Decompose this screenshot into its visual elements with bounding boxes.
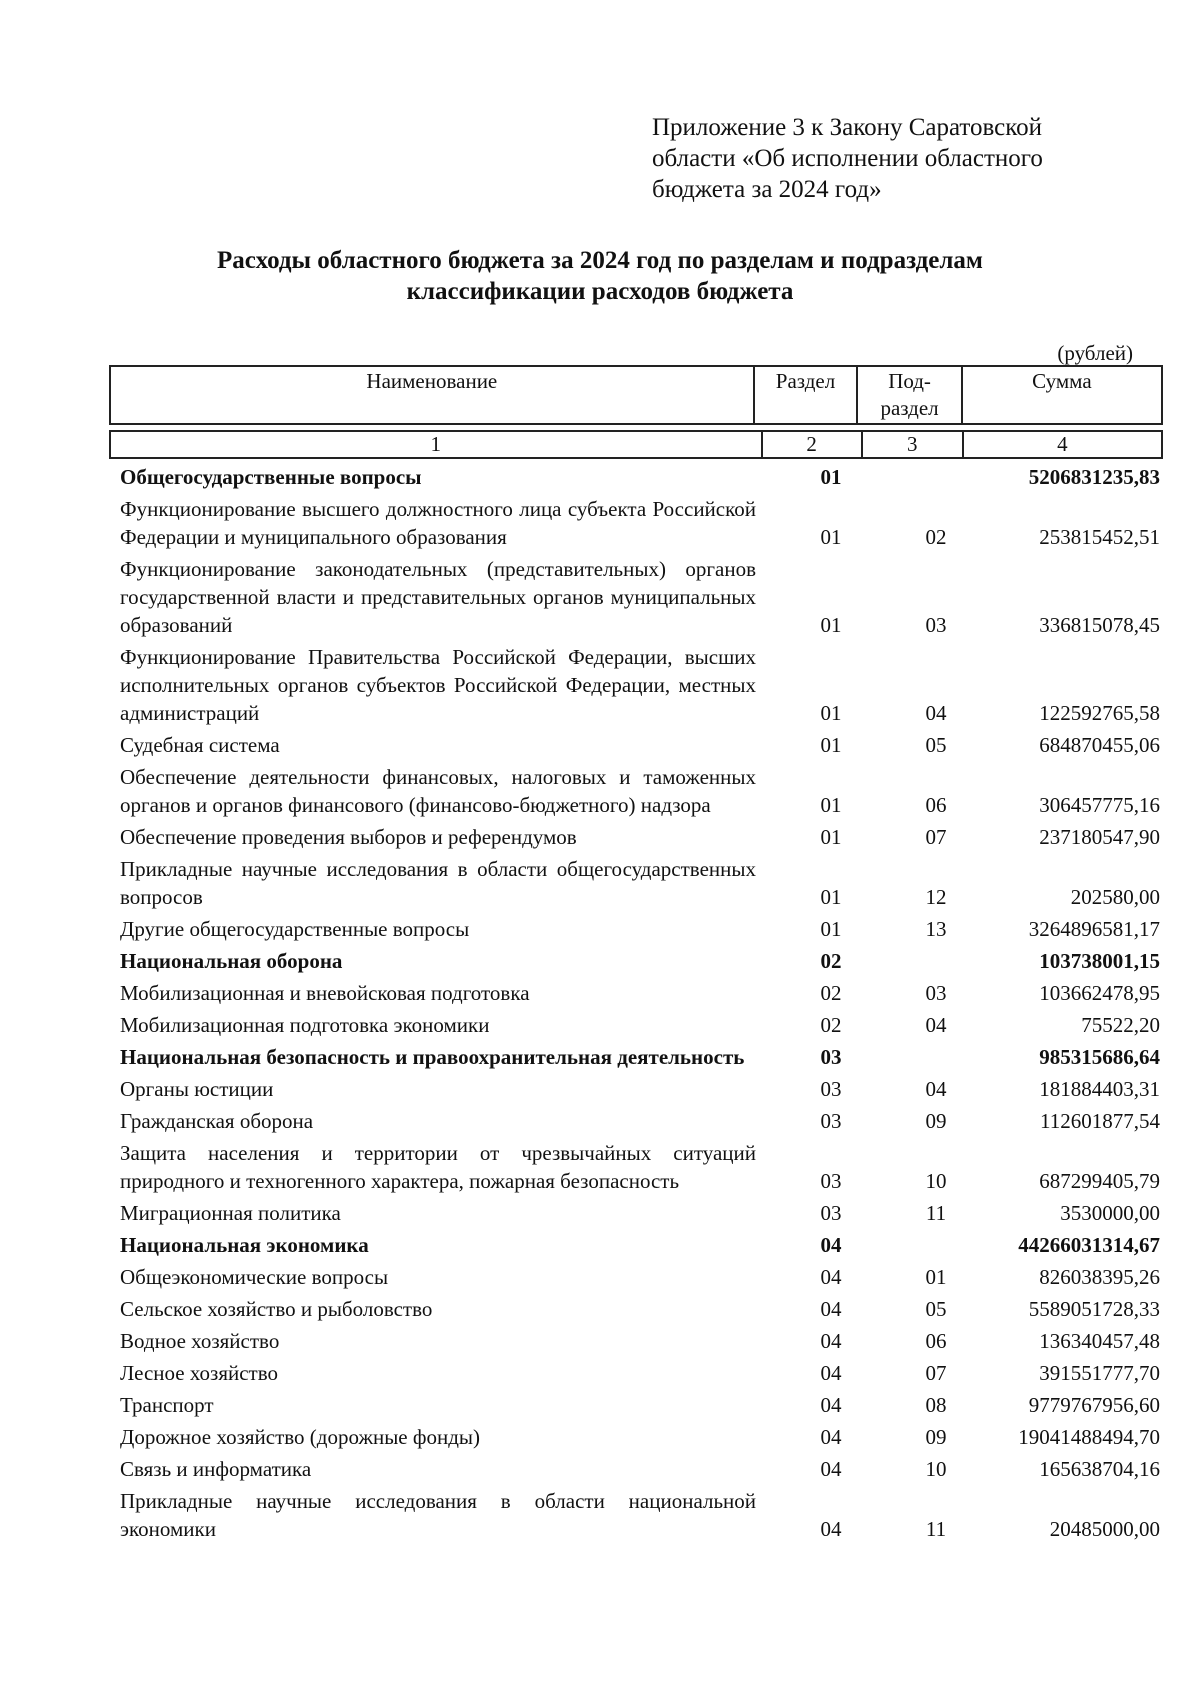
row-subsection: 05 xyxy=(925,733,947,757)
row-subsection: 13 xyxy=(925,917,947,941)
row-subsection: 11 xyxy=(925,1201,947,1225)
row-amount: 165638704,16 xyxy=(1039,1457,1160,1481)
row-subsection: 10 xyxy=(925,1457,947,1481)
row-amount: 19041488494,70 xyxy=(1018,1425,1160,1449)
title-line-1: Расходы областного бюджета за 2024 год по разделам и подразделам xyxy=(217,247,983,274)
row-subsection: 12 xyxy=(925,885,947,909)
row-amount: 103662478,95 xyxy=(1039,981,1160,1005)
appendix-line-1: Приложение 3 к Закону Саратовской xyxy=(652,114,1043,141)
row-name: Лесное хозяйство xyxy=(120,1361,278,1385)
document-title xyxy=(100,245,1100,307)
row-section: 01 xyxy=(820,701,842,725)
row-name: Функционирование законодательных (представительных) органов государственной власти и представительных органов муниципальных образований xyxy=(120,557,756,637)
row-name: Органы юстиции xyxy=(120,1077,274,1101)
row-name: Мобилизационная подготовка экономики xyxy=(120,1013,490,1037)
table-row xyxy=(120,823,1160,851)
row-subsection: 08 xyxy=(925,1393,947,1417)
row-section: 01 xyxy=(820,917,842,941)
row-name: Водное хозяйство xyxy=(120,1329,280,1353)
row-section: 03 xyxy=(820,1109,842,1133)
row-amount: 684870455,06 xyxy=(1039,733,1160,757)
row-amount: 3264896581,17 xyxy=(1028,917,1160,941)
row-subsection: 03 xyxy=(925,981,947,1005)
row-name: Национальная оборона xyxy=(120,949,343,973)
row-subsection: 05 xyxy=(925,1297,947,1321)
row-amount: 5206831235,83 xyxy=(1028,465,1160,489)
table-row xyxy=(120,763,1160,819)
row-name: Обеспечение деятельности финансовых, налоговых и таможенных органов и органов финансового (финансово-бюджетного) надзора xyxy=(120,765,756,817)
row-name: Связь и информатика xyxy=(120,1457,312,1481)
column-header-subsection xyxy=(857,366,962,424)
title-line-2: классификации расходов бюджета xyxy=(406,278,794,305)
row-section: 01 xyxy=(820,793,842,817)
row-section: 04 xyxy=(820,1457,842,1481)
table-row xyxy=(120,1075,1160,1103)
row-section: 02 xyxy=(820,981,842,1005)
row-name: Гражданская оборона xyxy=(120,1109,314,1133)
row-section: 03 xyxy=(820,1077,842,1101)
row-name: Функционирование Правительства Российской Федерации, высших исполнительных органов субъектов Российской Федерации, местных администраций xyxy=(120,645,756,725)
subsection-header-line-1: Под- xyxy=(888,369,931,393)
row-section: 01 xyxy=(820,733,842,757)
row-subsection: 07 xyxy=(925,1361,947,1385)
row-name: Функционирование высшего должностного лица субъекта Российской Федерации и муниципального образования xyxy=(120,497,756,549)
table-row xyxy=(120,1263,1160,1291)
row-amount: 122592765,58 xyxy=(1039,701,1160,725)
row-name: Сельское хозяйство и рыболовство xyxy=(120,1297,433,1321)
table-row xyxy=(120,1327,1160,1355)
row-subsection: 04 xyxy=(925,1013,947,1037)
row-subsection: 09 xyxy=(925,1109,947,1133)
row-subsection: 09 xyxy=(925,1425,947,1449)
row-amount: 44266031314,67 xyxy=(1018,1233,1160,1257)
table-section-row xyxy=(120,463,1160,491)
table-section-row xyxy=(120,1231,1160,1259)
row-subsection: 11 xyxy=(925,1517,947,1541)
row-subsection: 06 xyxy=(925,793,947,817)
row-amount: 687299405,79 xyxy=(1039,1169,1160,1193)
table-row xyxy=(120,855,1160,911)
row-amount: 136340457,48 xyxy=(1039,1329,1160,1353)
row-section: 01 xyxy=(820,613,842,637)
row-name: Мобилизационная и вневойсковая подготовка xyxy=(120,981,530,1005)
row-amount: 103738001,15 xyxy=(1039,949,1160,973)
table-row xyxy=(120,555,1160,639)
table-row xyxy=(120,495,1160,551)
row-amount: 985315686,64 xyxy=(1039,1045,1160,1069)
row-section: 03 xyxy=(820,1201,842,1225)
column-header-name: Наименование xyxy=(110,366,754,424)
row-name: Национальная экономика xyxy=(120,1233,369,1257)
column-number-2: 2 xyxy=(762,431,862,458)
row-section: 04 xyxy=(820,1393,842,1417)
column-numbers-row xyxy=(109,430,1163,459)
row-section: 04 xyxy=(820,1517,842,1541)
row-amount: 112601877,54 xyxy=(1040,1109,1160,1133)
row-name: Миграционная политика xyxy=(120,1201,341,1225)
row-amount: 20485000,00 xyxy=(1049,1517,1160,1541)
table-header xyxy=(109,365,1163,425)
row-amount: 3530000,00 xyxy=(1060,1201,1160,1225)
row-amount: 75522,20 xyxy=(1081,1013,1160,1037)
row-subsection: 01 xyxy=(925,1265,947,1289)
column-number-4: 4 xyxy=(963,431,1162,458)
row-name: Судебная система xyxy=(120,733,280,757)
row-name: Защита населения и территории от чрезвычайных ситуаций природного и техногенного характера, пожарная безопасность xyxy=(120,1141,756,1193)
row-name: Другие общегосударственные вопросы xyxy=(120,917,470,941)
row-amount: 306457775,16 xyxy=(1039,793,1160,817)
row-amount: 237180547,90 xyxy=(1039,825,1160,849)
row-section: 04 xyxy=(820,1329,842,1353)
table-row xyxy=(120,1391,1160,1419)
row-amount: 253815452,51 xyxy=(1039,525,1160,549)
row-subsection: 10 xyxy=(925,1169,947,1193)
row-amount: 336815078,45 xyxy=(1039,613,1160,637)
table-row xyxy=(120,1139,1160,1195)
table-row xyxy=(120,1359,1160,1387)
row-name: Прикладные научные исследования в области общегосударственных вопросов xyxy=(120,857,756,909)
row-name: Обеспечение проведения выборов и референдумов xyxy=(120,825,577,849)
row-name: Общеэкономические вопросы xyxy=(120,1265,389,1289)
row-amount: 9779767956,60 xyxy=(1028,1393,1160,1417)
row-section: 02 xyxy=(820,1013,842,1037)
row-section: 02 xyxy=(820,949,842,973)
table-row xyxy=(120,1011,1160,1039)
row-name: Транспорт xyxy=(120,1393,214,1417)
table-row xyxy=(120,1295,1160,1323)
table-row xyxy=(120,1423,1160,1451)
appendix-line-2: области «Об исполнении областного xyxy=(652,145,1043,172)
row-name: Прикладные научные исследования в области национальной экономики xyxy=(120,1489,756,1541)
column-header-section: Раздел xyxy=(754,366,858,424)
table-section-row xyxy=(120,947,1160,975)
row-section: 03 xyxy=(820,1169,842,1193)
row-section: 04 xyxy=(820,1425,842,1449)
row-subsection: 03 xyxy=(925,613,947,637)
row-subsection: 04 xyxy=(925,701,947,725)
table-row xyxy=(120,915,1160,943)
row-section: 01 xyxy=(820,525,842,549)
row-amount: 5589051728,33 xyxy=(1028,1297,1160,1321)
row-section: 04 xyxy=(820,1233,842,1257)
row-section: 03 xyxy=(820,1045,842,1069)
units-label: (рублей) xyxy=(1057,341,1133,365)
table-row xyxy=(120,1199,1160,1227)
table-section-row xyxy=(120,1043,1160,1071)
row-name: Национальная безопасность и правоохранительная деятельность xyxy=(120,1045,745,1069)
row-subsection: 06 xyxy=(925,1329,947,1353)
row-subsection: 04 xyxy=(925,1077,947,1101)
row-amount: 391551777,70 xyxy=(1039,1361,1160,1385)
row-section: 04 xyxy=(820,1265,842,1289)
table-row xyxy=(120,1487,1160,1543)
column-header-amount: Сумма xyxy=(962,366,1162,424)
column-number-3: 3 xyxy=(862,431,963,458)
row-section: 01 xyxy=(820,885,842,909)
column-number-1: 1 xyxy=(110,431,762,458)
row-subsection: 02 xyxy=(925,525,947,549)
row-section: 04 xyxy=(820,1361,842,1385)
budget-rows xyxy=(120,463,1160,1547)
row-amount: 826038395,26 xyxy=(1039,1265,1160,1289)
table-row xyxy=(120,1107,1160,1135)
row-section: 01 xyxy=(820,465,842,489)
table-row xyxy=(120,731,1160,759)
appendix-note xyxy=(652,112,1132,205)
row-section: 04 xyxy=(820,1297,842,1321)
row-name: Общегосударственные вопросы xyxy=(120,465,422,489)
table-row xyxy=(120,979,1160,1007)
row-section: 01 xyxy=(820,825,842,849)
row-name: Дорожное хозяйство (дорожные фонды) xyxy=(120,1425,481,1449)
row-subsection: 07 xyxy=(925,825,947,849)
subsection-header-line-2: раздел xyxy=(880,396,939,420)
row-amount: 202580,00 xyxy=(1070,885,1160,909)
table-row xyxy=(120,643,1160,727)
row-amount: 181884403,31 xyxy=(1039,1077,1160,1101)
appendix-line-3: бюджета за 2024 год» xyxy=(652,176,882,203)
table-row xyxy=(120,1455,1160,1483)
